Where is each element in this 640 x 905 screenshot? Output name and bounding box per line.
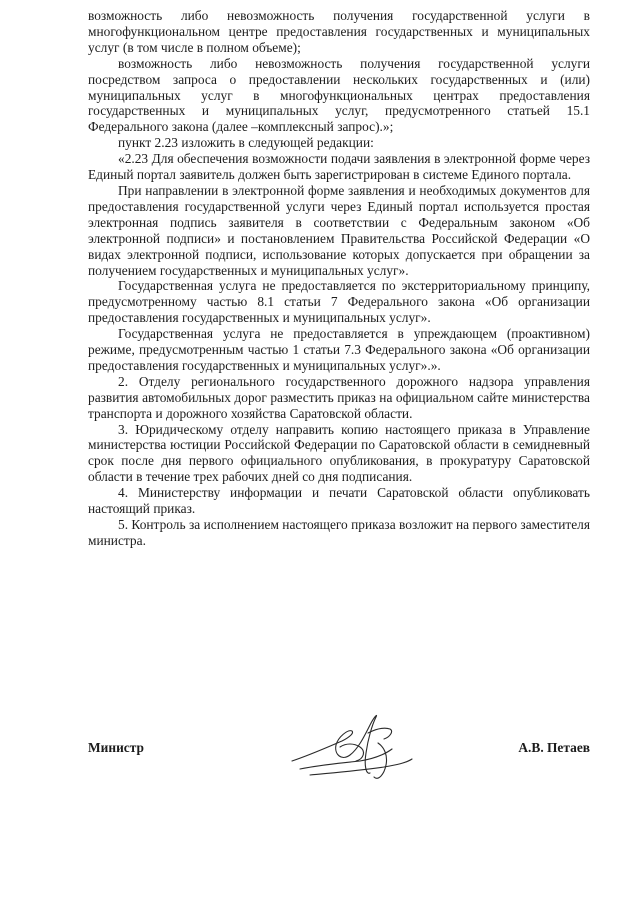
paragraph-item-2: 2. Отделу регионального государственного дорожного надзора управления развития автомобильных дорог разместить приказ на официальном сайте министерства транспорта и дорожного хозяйства Саратовской области. xyxy=(88,373,590,421)
document-body xyxy=(88,8,590,549)
paragraph-clause-2-23: «2.23 Для обеспечения возможности подачи заявления в электронной форме через Единый портал заявитель должен быть зарегистрирован в системе Единого портала. xyxy=(88,151,590,183)
paragraph-clause-2-23-intro: пункт 2.23 изложить в следующей редакции: xyxy=(118,135,374,151)
signer-title: Министр xyxy=(88,740,144,755)
paragraph-mfc-possibility: возможность либо невозможность получения государственной услуги в многофункциональном центре предоставления государственных и муниципальных услуг (в том числе в полном объеме); xyxy=(88,8,590,55)
paragraph-item-3: 3. Юридическому отделу направить копию настоящего приказа в Управление министерства юстиции Российской Федерации по Саратовской области в семидневный срок после дня первого официального опубликования, в прокуратуру Саратовской области в течение трех рабочих дней со дня подписания. xyxy=(88,421,590,485)
paragraph-electronic-signature: При направлении в электронной форме заявления и необходимых документов для предоставления государственной услуги через Единый портал используется простая электронная подпись заявителя в соответствии с Федеральным законом «Об электронной подписи» и постановлением Правительства Российской Федерации «О видах электронной подписи, использование которых допускается при обращении за получением государственных и муниципальных услуг». xyxy=(88,182,590,278)
handwritten-signature xyxy=(280,703,420,793)
paragraph-item-4: 4. Министерству информации и печати Саратовской области опубликовать настоящий приказ. xyxy=(88,485,590,517)
signer-name: А.В. Петаев xyxy=(518,740,590,755)
paragraph-proactive-mode: Государственная услуга не предоставляется в упреждающем (проактивном) режиме, предусмотренным частью 1 статьи 7.3 Федерального закона «Об организации предоставления государственных и муниципальных услуг».». xyxy=(88,326,590,373)
paragraph-extraterritorial: Государственная услуга не предоставляется по экстерриториальному принципу, предусмотренному частью 8.1 статьи 7 Федерального закона «Об организации предоставления государственных и муниципальных услуг». xyxy=(88,278,590,326)
paragraph-complex-request: возможность либо невозможность получения государственной услуги посредством запроса о предоставлении нескольких государственных и (или) муниципальных услуг в многофункциональных центрах предоставления государственных и муниципальных услуг, предусмотренного статьей 15.1 Федерального закона (далее –комплексный запрос).»; xyxy=(88,55,590,135)
paragraph-item-5: 5. Контроль за исполнением настоящего приказа возложит на первого заместителя министра. xyxy=(88,517,590,548)
